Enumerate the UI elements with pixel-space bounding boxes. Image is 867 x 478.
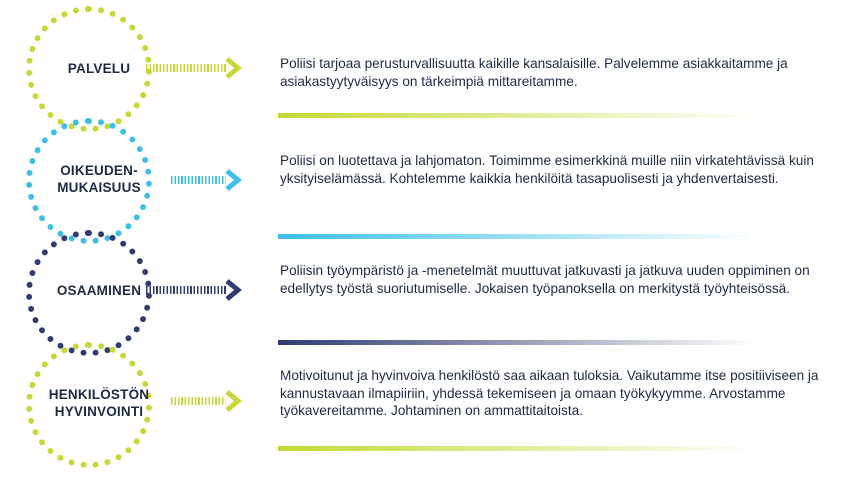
arrow-right-icon (222, 278, 244, 302)
underline-hyvinvointi (278, 446, 758, 451)
label-oikeudenmukaisuus-line-2: MUKAISUUS (57, 180, 141, 195)
label-oikeudenmukaisuus-line-1: OIKEUDEN- (60, 163, 138, 178)
label-palvelu-line-1: PALVELU (67, 61, 131, 76)
connector-oikeudenmukaisuus (171, 176, 226, 184)
description-osaaminen: Poliisin työympäristö ja -menetelmät muuttuvat jatkuvasti ja jatkuva uuden oppiminen on edellytys työstä suoriutumiselle. Jokaisen työpanoksella on merkitystä työyhteisössä. (280, 263, 810, 296)
label-oikeudenmukaisuus (29, 162, 169, 196)
arrow-right-icon (222, 168, 244, 192)
arrow-right-icon (222, 56, 244, 80)
label-osaaminen-line-1: OSAAMINEN (56, 283, 142, 298)
label-hyvinvointi (29, 386, 169, 420)
description-palvelu: Poliisi tarjoaa perusturvallisuutta kaikille kansalaisille. Palvelemme asiakkaitamme ja asiakastyytyväisyys on tärkeimpiä mittareitamme. (280, 56, 788, 89)
label-hyvinvointi-line-1: HENKILÖSTÖN (48, 387, 150, 402)
connector-palvelu (146, 64, 226, 72)
underline-palvelu (278, 113, 758, 118)
underline-oikeudenmukaisuus (278, 234, 758, 239)
connector-hyvinvointi (171, 397, 226, 405)
description-hyvinvointi: Motivoitunut ja hyvinvoiva henkilöstö saa aikaan tuloksia. Vaikutamme itse positiiviseen ja kannustavaan ilmapiiriin, yhdessä tekemiseen ja omaan työkykyymme. Arvostamme työkavereitamme. Johtaminen on ammattitaitoista. (280, 368, 819, 419)
description-oikeudenmukaisuus: Poliisi on luotettava ja lahjomaton. Toimimme esimerkkinä muille niin virkatehtävissä kuin yksityiselämässä. Kohtelemme kaikkia henkilöitä tasapuolisesti ja yhdenvertaisesti. (280, 153, 814, 186)
arrow-right-icon (222, 389, 244, 413)
connector-osaaminen (146, 286, 226, 294)
underline-osaaminen (278, 340, 758, 345)
label-hyvinvointi-line-2: HYVINVOINTI (54, 404, 144, 419)
